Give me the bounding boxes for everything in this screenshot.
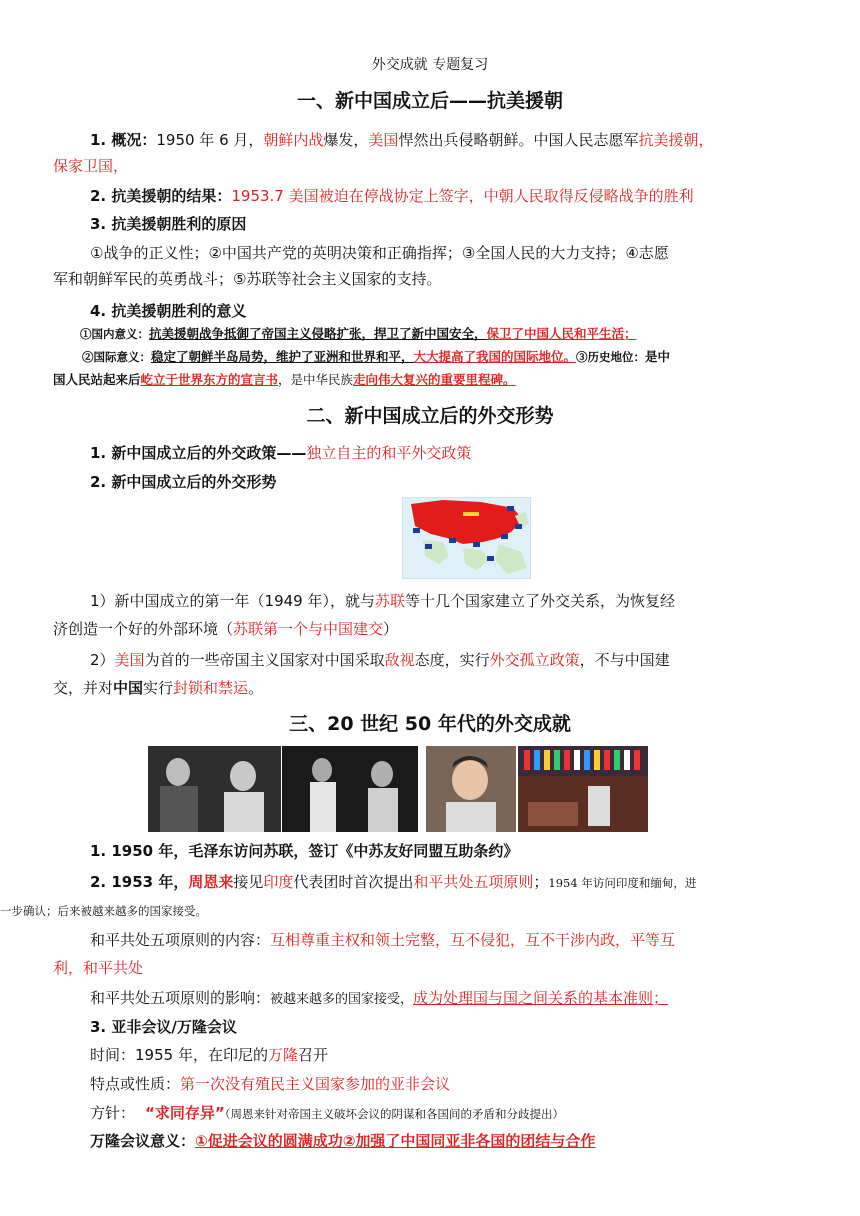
sec1-international-significance: ②国际意义：稳定了朝鲜半岛局势，维护了亚洲和世界和平，大大提高了我国的国际地位。③历史地位：是中 [82, 349, 671, 364]
sec1-reasons-line2: 军和朝鲜军民的英勇战斗；⑤苏联等社会主义国家的支持。 [53, 270, 442, 288]
sec1-domestic-significance: ①国内意义：抗美援朝战争抵御了帝国主义侵略扩张，捍卫了新中国安全，保卫了中国人民和平生活； [80, 326, 637, 341]
sec2-item1-line1: 1）新中国成立的第一年（1949 年），就与苏联等十几个国家建立了外交关系，为恢复经 [90, 592, 676, 610]
page-header: 外交成就 专题复习 [371, 57, 489, 73]
photo-bandung-conference [518, 746, 648, 832]
sec1-historical-status: 国人民站起来后屹立于世界东方的宣言书，是中华民族走向伟大复兴的重要里程碑。 [53, 372, 516, 387]
sec2-item2-line1: 2）美国为首的一些帝国主义国家对中国采取敌视态度，实行外交孤立政策，不与中国建 [90, 651, 670, 669]
sec1-reasons-line1: ①战争的正义性；②中国共产党的英明决策和正确指挥；③全国人民的大力支持；④志愿 [90, 244, 669, 262]
sec2-item2-line2: 交，并对中国实行封锁和禁运。 [53, 679, 264, 697]
sec1-result: 2. 抗美援朝的结果：1953.7 美国被迫在停战协定上签字，中朝人民取得反侵略战争的胜利 [90, 187, 694, 205]
sec2-situation-heading: 2. 新中国成立后的外交形势 [90, 473, 277, 491]
sec3-item2-line2: 一步确认；后来被越来越多的国家接受。 [0, 904, 207, 918]
section-3-title: 三、20 世纪 50 年代的外交成就 [289, 713, 571, 735]
asia-map-image [402, 497, 531, 579]
sec3-principles-content-line1: 和平共处五项原则的内容：互相尊重主权和领土完整，互不侵犯，互不干涉内政，平等互 [90, 931, 676, 949]
sec3-item1: 1. 1950 年，毛泽东访问苏联，签订《中苏友好同盟互助条约》 [90, 842, 519, 860]
sec3-principles-impact: 和平共处五项原则的影响：被越来越多的国家接受，成为处理国与国之间关系的基本准则； [90, 989, 669, 1007]
sec3-bandung-time: 时间：1955 年，在印尼的万隆召开 [90, 1046, 328, 1064]
sec3-bandung-nature: 特点或性质：第一次没有殖民主义国家参加的亚非会议 [90, 1075, 451, 1093]
sec3-item2-line1: 2. 1953 年，周恩来接见印度代表团时首次提出和平共处五项原则；1954 年访问印度和缅甸，进 [90, 873, 697, 891]
sec3-bandung-policy: 方针： “求同存异”（周恩来针对帝国主义破坏会议的阴谋和各国间的矛盾和分歧提出） [90, 1104, 564, 1122]
section-2-title: 二、新中国成立后的外交形势 [306, 405, 554, 427]
section-1-title: 一、新中国成立后——抗美援朝 [296, 90, 563, 112]
sec1-significance-heading: 4. 抗美援朝胜利的意义 [90, 302, 247, 320]
sec1-overview-line2: 保家卫国， [53, 157, 129, 175]
photo-delegation-meeting [282, 746, 418, 832]
sec3-principles-content-line2: 利，和平共处 [53, 959, 144, 977]
sec3-bandung-significance: 万隆会议意义：①促进会议的圆满成功②加强了中国同亚非各国的团结与合作 [90, 1132, 596, 1150]
sec2-policy: 1. 新中国成立后的外交政策——独立自主的和平外交政策 [90, 444, 472, 462]
sec1-reasons-heading: 3. 抗美援朝胜利的原因 [90, 215, 247, 233]
sec3-item3-heading: 3. 亚非会议/万隆会议 [90, 1018, 237, 1036]
sec1-overview-line1: 1. 概况：1950 年 6 月，朝鲜内战爆发，美国悍然出兵侵略朝鲜。中国人民志愿军抗美援朝， [90, 131, 714, 149]
photo-mao-stalin [148, 746, 281, 832]
photo-zhou-enlai [426, 746, 516, 832]
historical-photos-strip [0, 746, 860, 832]
sec2-item1-line2: 济创造一个好的外部环境（苏联第一个与中国建交） [53, 620, 399, 638]
